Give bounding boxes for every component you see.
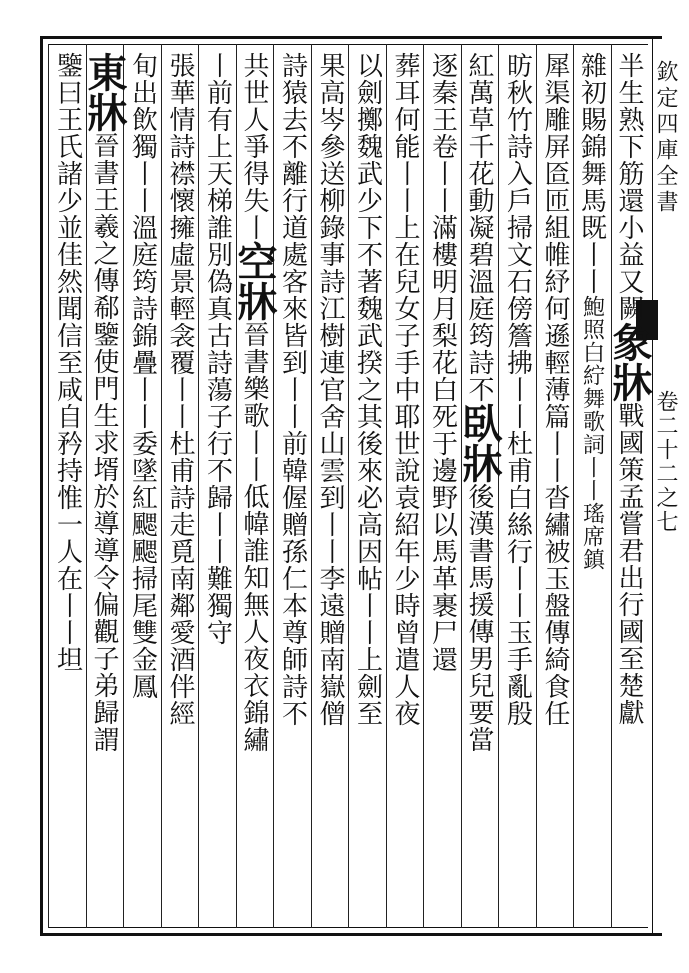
text-column (274, 52, 310, 922)
text-segment: 紅萬草千花動凝碧溫庭筠詩不 (464, 52, 494, 403)
text-column (424, 52, 460, 922)
headword: 牀 (81, 92, 128, 132)
text-segment: 戰國策孟嘗君出行國至楚獻 (614, 402, 644, 726)
text-segment: 晉書王羲之傳郗鑒使門生求壻於導導令偏觀子弟歸謂 (89, 132, 119, 753)
headword: 東 (81, 52, 128, 92)
juan-number: 卷二十二之七 (653, 390, 678, 534)
headword: 牀 (231, 281, 278, 321)
text-column (312, 52, 348, 922)
text-segment: 共世人爭得失丨 (239, 52, 269, 241)
book-title: 欽定四庫全書 (653, 60, 678, 216)
text-segment: 雜初賜錦舞馬既丨丨 (576, 52, 607, 295)
text-column (456, 52, 503, 922)
text-segment: 晉書樂歌丨丨低幃誰知無人夜衣錦繡 (239, 321, 269, 753)
text-segment: 鮑照白紵舞歌詞丨丨瑤席鎮 (579, 295, 605, 571)
text-column (574, 52, 610, 922)
text-segment: 逐秦王卷丨丨滿樓明月梨花白 (427, 52, 458, 403)
text-segment: 詩猿去不離行道處客來皆到丨丨前韓偓贈孫仁本尊師詩不 (277, 52, 308, 727)
text-segment: 以劍擲魏武少下不著魏武揆之其後來必高因帖丨丨上劍至 (352, 52, 383, 727)
text-column (124, 52, 160, 922)
headword: 空 (231, 241, 278, 281)
text-column (199, 52, 235, 922)
headword: 臥 (456, 403, 503, 443)
text-column (162, 52, 198, 922)
text-segment: 丨前有上天梯 (202, 52, 233, 214)
text-segment: 誰別偽真古詩蕩子行不歸丨丨難獨守 (202, 214, 233, 646)
text-segment: 後漢書馬援傳男兒要當 (464, 483, 494, 753)
text-column (606, 52, 653, 922)
text-column (499, 52, 535, 922)
headword: 象 (606, 322, 653, 362)
text-segment: 昉秋竹詩入戶掃文石傍簷拂丨丨杜甫白絲行丨丨玉手亂殷 (502, 52, 533, 727)
text-column (537, 52, 573, 922)
text-column (81, 52, 128, 922)
text-segment: 葬耳何能丨丨上在兒女子手中耶世說袁紹年少時曾遣人夜 (390, 52, 420, 727)
text-column (387, 52, 423, 922)
text-segment: 死于邊野以馬革裹尸還 (427, 403, 458, 673)
text-segment: 張華情詩襟懷擁虛景輕衾覆丨丨杜甫詩走覓南鄰愛酒伴經 (165, 52, 195, 727)
headword: 牀 (456, 443, 503, 483)
text-column (349, 52, 385, 922)
headword: 牀 (606, 362, 653, 402)
text-segment: 果高岑參送柳錄事詩江樹連官舍山雲到丨丨李遠贈南嶽僧 (315, 52, 345, 727)
text-column (49, 52, 85, 922)
text-segment: 鑒曰王氏諸少並佳然聞信至咸自矜持惟一人在丨丨坦 (52, 52, 83, 673)
text-segment: 半生熟下筋還小益又闕 (614, 52, 644, 322)
text-segment: 犀渠雕屏匼匝組帷紓何遜輕薄篇丨丨沓繡被玉盤傳綺食任 (540, 52, 570, 727)
text-segment: 旬出飲獨丨丨溫庭筠詩錦疊丨丨委墜紅颸颸掃尾雙金鳳 (127, 52, 158, 700)
text-column (231, 52, 278, 922)
